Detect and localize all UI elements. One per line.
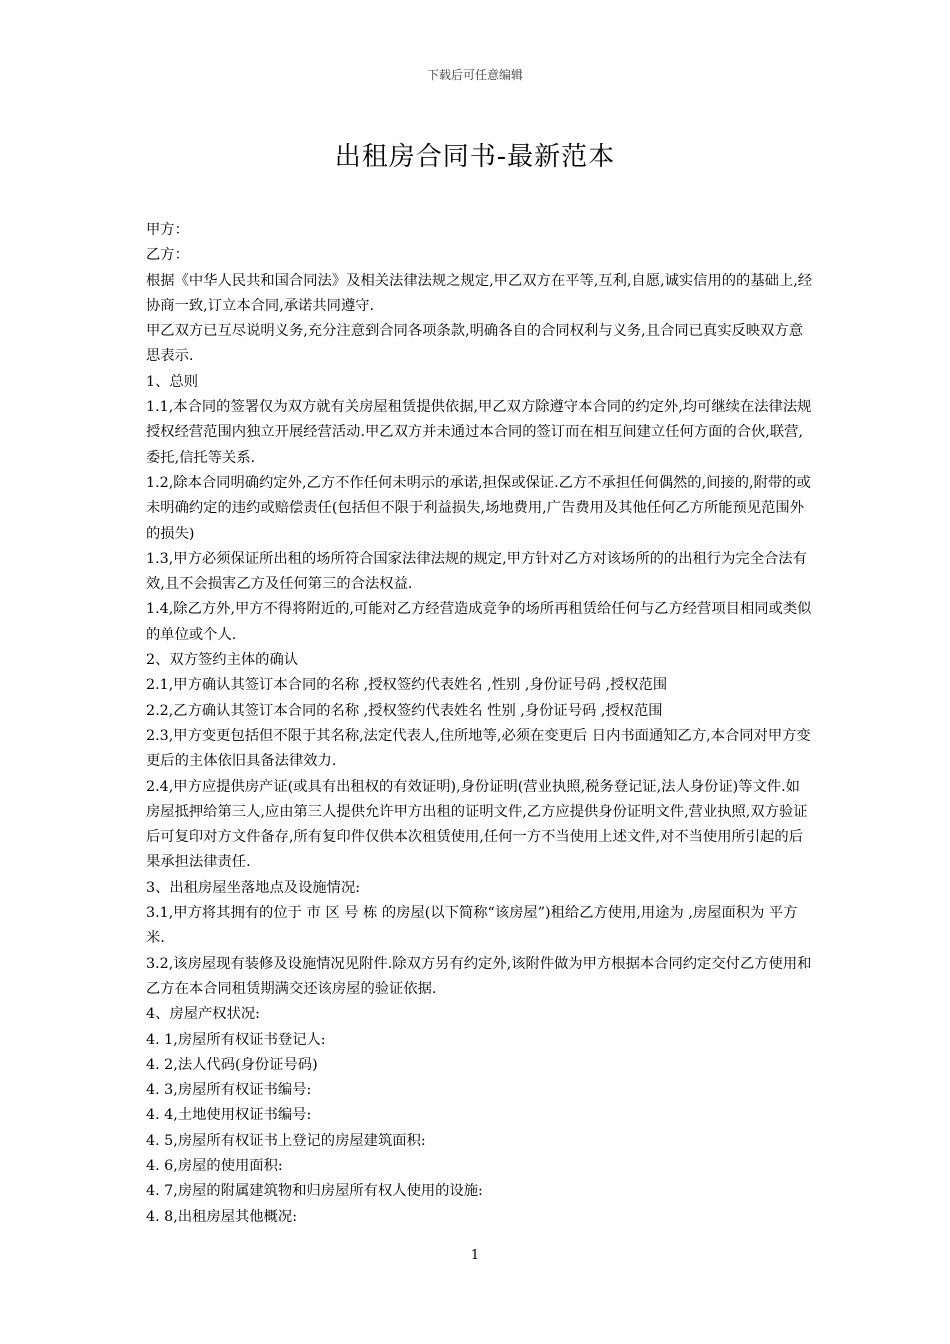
document-title: 出租房合同书-最新范本 (334, 142, 616, 172)
paragraph: 3.1,甲方将其拥有的位于 市 区 号 栋 的房屋(以下简称“该房屋”)租给乙方使用,用途为 ,房屋面积为 平方米. (146, 905, 798, 947)
page-header: 下载后可任意编辑 (426, 68, 523, 82)
paragraph: 乙方： (146, 247, 189, 264)
paragraph: 根据《中华人民共和国合同法》及相关法律法规之规定,甲乙双方在平等,互利,自愿,诚实信用的的基础上,经协商一致,订立本合同,承诺共同遵守. (146, 272, 813, 314)
paragraph: 1.1,本合同的签署仅为双方就有关房屋租赁提供依据,甲乙双方除遵守本合同的约定外,均可继续在法律法规授权经营范围内独立开展经营活动.甲乙双方并未通过本合同的签订而在相互间建立任何方面的合伙,联营,委托,信托等关系. (146, 399, 812, 466)
paragraph: 甲方： (146, 222, 189, 238)
paragraph: 甲乙双方已互尽说明义务,充分注意到合同各项条款,明确各自的合同权利与义务,且合同已真实反映双方意思表示. (146, 323, 803, 365)
paragraph: 1.2,除本合同明确约定外,乙方不作任何未明示的承诺,担保或保证.乙方不承担任何偶然的,间接的,附带的或未明确约定的违约或赔偿责任(包括但不限于利益损失,场地费用,广告费用及其他任何乙方所能预见范围外的损失) (146, 474, 811, 542)
paragraph: 3.2,该房屋现有装修及设施情况见附件.除双方另有约定外,该附件做为甲方根据本合同约定交付乙方使用和乙方在本合同租赁期满交还该房屋的验证依据. (146, 955, 812, 997)
paragraph: 2.4,甲方应提供房产证(或具有出租权的有效证明),身份证明(营业执照,税务登记证,法人身份证)等文件.如房屋抵押给第三人,应由第三人提供允许甲方出租的证明文件,乙方应提供身份证明文件,营业执照,双方验证后可复印对方文件备存,所有复印件仅供本次租赁使用,任何一方不当使用上述文件,对不当使用所引起的后果承担法律责任. (146, 778, 808, 871)
paragraph: 1、总则 (146, 373, 198, 390)
paragraph: 4. 4,土地使用权证书编号: (146, 1107, 312, 1124)
paragraph: 4. 6,房屋的使用面积: (146, 1157, 283, 1174)
paragraph: 3、出租房屋坐落地点及设施情况: (146, 879, 361, 896)
paragraph: 2.1,甲方确认其签订本合同的名称 ,授权签约代表姓名 ,性别 ,身份证号码 ,授权范围 (146, 677, 668, 694)
paragraph: 1.4,除乙方外,甲方不得将附近的,可能对乙方经营造成竞争的场所再租赁给任何与乙方经营项目相同或类似的单位或个人. (146, 601, 812, 643)
paragraph: 2、双方签约主体的确认 (146, 652, 299, 669)
paragraph: 2.3,甲方变更包括但不限于其名称,法定代表人,住所地等,必须在变更后 日内书面通知乙方,本合同对甲方变更后的主体依旧具备法律效力. (146, 727, 811, 770)
page-number: 1 (470, 1248, 480, 1263)
paragraph: 4、房屋产权状况: (146, 1006, 260, 1023)
paragraph: 4. 2,法人代码(身份证号码) (146, 1056, 318, 1073)
paragraph: 4. 8,出租房屋其他概况: (146, 1208, 298, 1225)
paragraph: 4. 5,房屋所有权证书上登记的房屋建筑面积: (146, 1132, 426, 1149)
paragraph: 4. 1,房屋所有权证书登记人: (146, 1031, 326, 1048)
document-body (146, 218, 814, 1230)
paragraph: 4. 7,房屋的附属建筑物和归房屋所有权人使用的设施: (146, 1183, 483, 1200)
paragraph: 1.3,甲方必须保证所出租的场所符合国家法律法规的规定,甲方针对乙方对该场所的的出租行为完全合法有效,且不会损害乙方及任何第三的合法权益. (146, 550, 807, 593)
paragraph: 4. 3,房屋所有权证书编号: (146, 1082, 312, 1099)
paragraph: 2.2,乙方确认其签订本合同的名称 ,授权签约代表姓名 性别 ,身份证号码 ,授权范围 (146, 702, 663, 719)
